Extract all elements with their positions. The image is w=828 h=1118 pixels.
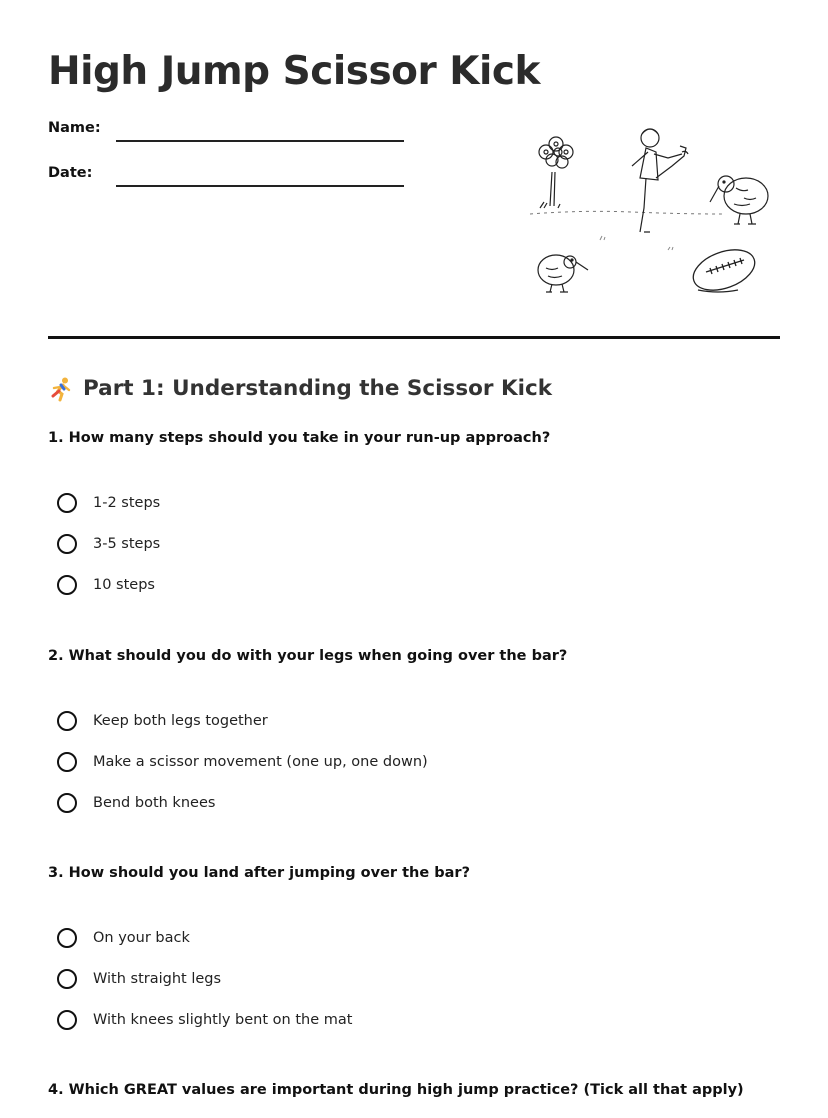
tree-icon [539, 137, 573, 208]
q3-option-2[interactable] [57, 966, 221, 992]
radio-button[interactable] [57, 1010, 77, 1030]
date-line[interactable] [116, 185, 404, 187]
date-label: Date: [48, 165, 93, 181]
q1-option-2[interactable] [57, 531, 160, 557]
worksheet-title: High Jump Scissor Kick [48, 49, 540, 94]
date-field[interactable] [48, 163, 408, 191]
option-label: Make a scissor movement (one up, one down) [93, 754, 428, 770]
section-divider [48, 336, 780, 339]
option-label: 3-5 steps [93, 536, 161, 552]
q2-option-1[interactable] [57, 708, 268, 734]
name-label: Name: [48, 120, 101, 136]
runner-icon [48, 376, 74, 402]
q1-option-3[interactable] [57, 572, 155, 598]
q3-option-3[interactable] [57, 1007, 352, 1033]
ground-line [530, 211, 722, 214]
name-field[interactable] [48, 118, 408, 146]
q2-option-2[interactable] [57, 749, 428, 775]
q2-option-3[interactable] [57, 790, 215, 816]
question-1: 1. How many steps should you take in your run-up approach? [48, 430, 551, 446]
radio-button[interactable] [57, 575, 77, 595]
boy-kicking-icon [632, 129, 688, 232]
kiwi-bird-icon [710, 176, 768, 224]
radio-button[interactable] [57, 534, 77, 554]
question-3: 3. How should you land after jumping over the bar? [48, 865, 470, 881]
part1-heading [48, 374, 552, 404]
option-label: On your back [93, 930, 190, 946]
q1-option-1[interactable] [57, 490, 160, 516]
radio-button[interactable] [57, 793, 77, 813]
part1-heading-text: Part 1: Understanding the Scissor Kick [83, 376, 553, 401]
option-label: Keep both legs together [93, 713, 268, 729]
option-label: Bend both knees [93, 795, 216, 811]
radio-button[interactable] [57, 752, 77, 772]
radio-button[interactable] [57, 711, 77, 731]
option-label: With straight legs [93, 971, 222, 987]
name-line[interactable] [116, 140, 404, 142]
option-label: 1-2 steps [93, 495, 161, 511]
option-label: With knees slightly bent on the mat [93, 1012, 353, 1028]
grass-marks [600, 236, 673, 250]
question-4: 4. Which GREAT values are important during high jump practice? (Tick all that apply) [48, 1082, 744, 1098]
high-jump-illustration [522, 122, 774, 300]
radio-button[interactable] [57, 928, 77, 948]
rugby-ball-icon [688, 242, 760, 298]
radio-button[interactable] [57, 969, 77, 989]
option-label: 10 steps [93, 577, 155, 593]
question-2: 2. What should you do with your legs when going over the bar? [48, 648, 568, 664]
radio-button[interactable] [57, 493, 77, 513]
kiwi-bird-icon [538, 255, 588, 292]
q3-option-1[interactable] [57, 925, 190, 951]
